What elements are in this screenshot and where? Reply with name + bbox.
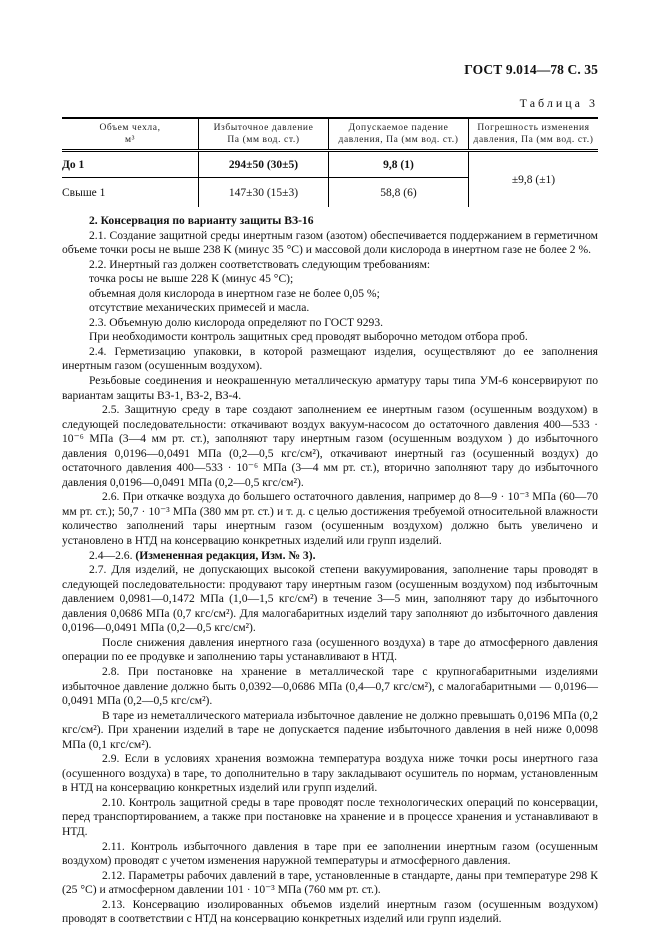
header-pressure-line2: Па (мм вод. ст.) <box>227 135 300 145</box>
requirement-impurities: отсутствие механических примесей и масла. <box>89 301 310 315</box>
cell-volume: До 1 <box>62 151 199 178</box>
document-body <box>62 214 598 927</box>
header-drop-line1: Допускаемое падение <box>348 123 449 133</box>
header-pressure <box>199 118 329 151</box>
header-drop-line2: давления, Па (мм вод. ст.) <box>338 135 459 145</box>
cell-pressure: 294±50 (30±5) <box>199 151 329 178</box>
header-drop <box>329 118 469 151</box>
header-error-line2: давления, Па (мм вод. ст.) <box>473 135 594 145</box>
section-title: 2. Консервация по варианту защиты ВЗ-16 <box>89 214 314 227</box>
paragraph-2-3: 2.3. Объемную долю кислорода определяют по ГОСТ 9293. <box>89 315 384 329</box>
cell-drop: 58,8 (6) <box>329 178 469 208</box>
cell-drop: 9,8 (1) <box>329 151 469 178</box>
paragraph-2-6: 2.6. При откачке воздуха до большего остаточного давления, например до 8—9 · 10⁻³ МПа (60—70 мм рт. ст.); 50,7 · 10⁻³ МПа (380 мм рт. ст.) и т. д. с целью достижения требуемой относительной влажности количество заполнений тары инертным газом (осушенным воздухом) должно быть увеличено и установлено в НТД на консервацию конкретных изделий или групп изделий. <box>62 490 598 548</box>
paragraph-threaded: Резьбовые соединения и неокрашенную металлическую арматуру тары типа УМ-6 консервируют по вариантам защиты ВЗ-1, ВЗ-2, ВЗ-4. <box>62 374 598 402</box>
header-error-line1: Погрешность изменения <box>477 123 590 133</box>
paragraph-after-pressure-drop: После снижения давления инертного газа (осушенного воздуха) в таре до атмосферного давления операции по ее продувке и заполнению тары устанавливают в НТД. <box>62 635 598 664</box>
paragraph-sampling: При необходимости контроль защитных сред проводят выборочно методом отбора проб. <box>89 330 528 344</box>
paragraph-2-9: 2.9. Если в условиях хранения возможна температура воздуха ниже точки росы инертного газа (осушенного воздуха) в таре, то дополнительно в тару закладывают осушитель по нормам, установленным в НТД на консервацию конкретных изделий или групп изделий. <box>62 752 598 795</box>
amendment-bold: (Измененная редакция, Изм. № 3). <box>135 548 316 562</box>
amendment-note <box>62 549 598 564</box>
paragraph-2-13: 2.13. Консервацию изолированных объемов изделий инертным газом (осушенным воздухом) проводят в соответствии с НТД на консервацию конкретных изделий или групп изделий. <box>62 897 598 926</box>
paragraph-2-4: 2.4. Герметизацию упаковки, в которой размещают изделия, осуществляют до ее заполнения инертным газом (осушенным воздухом). <box>62 344 598 373</box>
page-header: ГОСТ 9.014—78 С. 35 <box>464 62 598 77</box>
requirement-dew-point: точка росы не выше 228 К (минус 45 °С); <box>89 272 294 286</box>
header-volume-line2: м³ <box>124 135 136 145</box>
header-volume <box>62 118 199 151</box>
paragraph-nonmetal: В таре из неметаллического материала избыточное давление не должно превышать 0,0196 МПа (0,2 кгс/см²). При хранении изделий в таре не допускается падение избыточного давления в ней ниже 0,0098 МПа (0,1 кгс/см²). <box>62 708 598 751</box>
paragraph-2-8: 2.8. При постановке на хранение в металлической таре с крупногабаритными изделиями избыточное давление должно быть 0,0392—0,0686 МПа (0,4—0,7 кгс/см²), с малогабаритными — 0,0196—0,0491 МПа (0,2—0,5 кгс/см²). <box>62 664 598 708</box>
cell-pressure: 147±30 (15±3) <box>199 178 329 208</box>
header-pressure-line1: Избыточное давление <box>213 123 314 133</box>
table-caption: Таблица 3 <box>519 96 598 110</box>
header-volume-line1: Объем чехла, <box>99 123 161 133</box>
paragraph-2-10: 2.10. Контроль защитной среды в таре проводят после технологических операций по консервации, перед транспортированием, а также при постановке на хранение и в процессе хранения и устанавливают в НТД. <box>62 795 598 838</box>
paragraph-2-1: 2.1. Создание защитной среды инертным газом (азотом) обеспечивается поддержанием в герметичном объеме точки росы не выше 238 K (минус 35 °С) и массовой доли кислорода в инертном газе не более 2 %. <box>62 228 598 257</box>
table-header-row <box>62 118 598 151</box>
table-row <box>62 151 598 178</box>
cell-error-merged: ±9,8 (±1) <box>469 151 599 208</box>
paragraph-2-12: 2.12. Параметры рабочих давлений в таре, установленные в стандарте, даны при температуре 298 К (25 °С) и атмосферном давлении 101 · 10⁻³ МПа (760 мм рт. ст.). <box>62 868 598 897</box>
pressure-table <box>62 117 598 207</box>
requirement-oxygen: объемная доля кислорода в инертном газе не более 0,05 %; <box>89 286 380 300</box>
paragraph-2-2: 2.2. Инертный газ должен соответствовать следующим требованиям: <box>89 257 431 271</box>
cell-volume: Свыше 1 <box>62 186 106 199</box>
header-error <box>469 118 599 151</box>
paragraph-2-11: 2.11. Контроль избыточного давления в таре при ее заполнении инертным газом (осушенным воздухом) проводят с учетом изменения наружной температуры и атмосферного давления. <box>62 839 598 868</box>
paragraph-2-7: 2.7. Для изделий, не допускающих высокой степени вакуумирования, заполнение тары проводят в следующей последовательности: продувают тару инертным газом (осушенным воздухом) под избыточным давлением 0,0981—0,1472 МПа (1,0—1,5 кгс/см²) в течение 3—5 мин, заполняют тару до избыточного давления 0,0686 МПа (0,7 кгс/см²). Для малогабаритных изделий тару заполняют до избыточного давления 0,0196—0,0491 МПа (0,2—0,5 кгс/см²). <box>62 563 598 635</box>
paragraph-2-5: 2.5. Защитную среду в таре создают заполнением ее инертным газом (осушенным воздухом) в следующей последовательности: откачивают воздух вакуум-насосом до остаточного давления 400—533 · 10⁻⁶ МПа (3—4 мм рт. ст.), заполняют тару инертным газом (осушенным воздухом ) до избыточного давления 0,0196—0,0491 МПа (0,2—0,5 кгс/см²), откачивают инертный газ (осушенный воздух) до остаточного давления 400—533 · 10⁻⁶ МПа (3—4 мм рт. ст.), вторично заполняют тару до избыточного давления 0,0196—0,0491 МПа (0,2—0,5 кгс/см²). <box>62 403 598 489</box>
amendment-prefix: 2.4—2.6. <box>89 548 133 562</box>
